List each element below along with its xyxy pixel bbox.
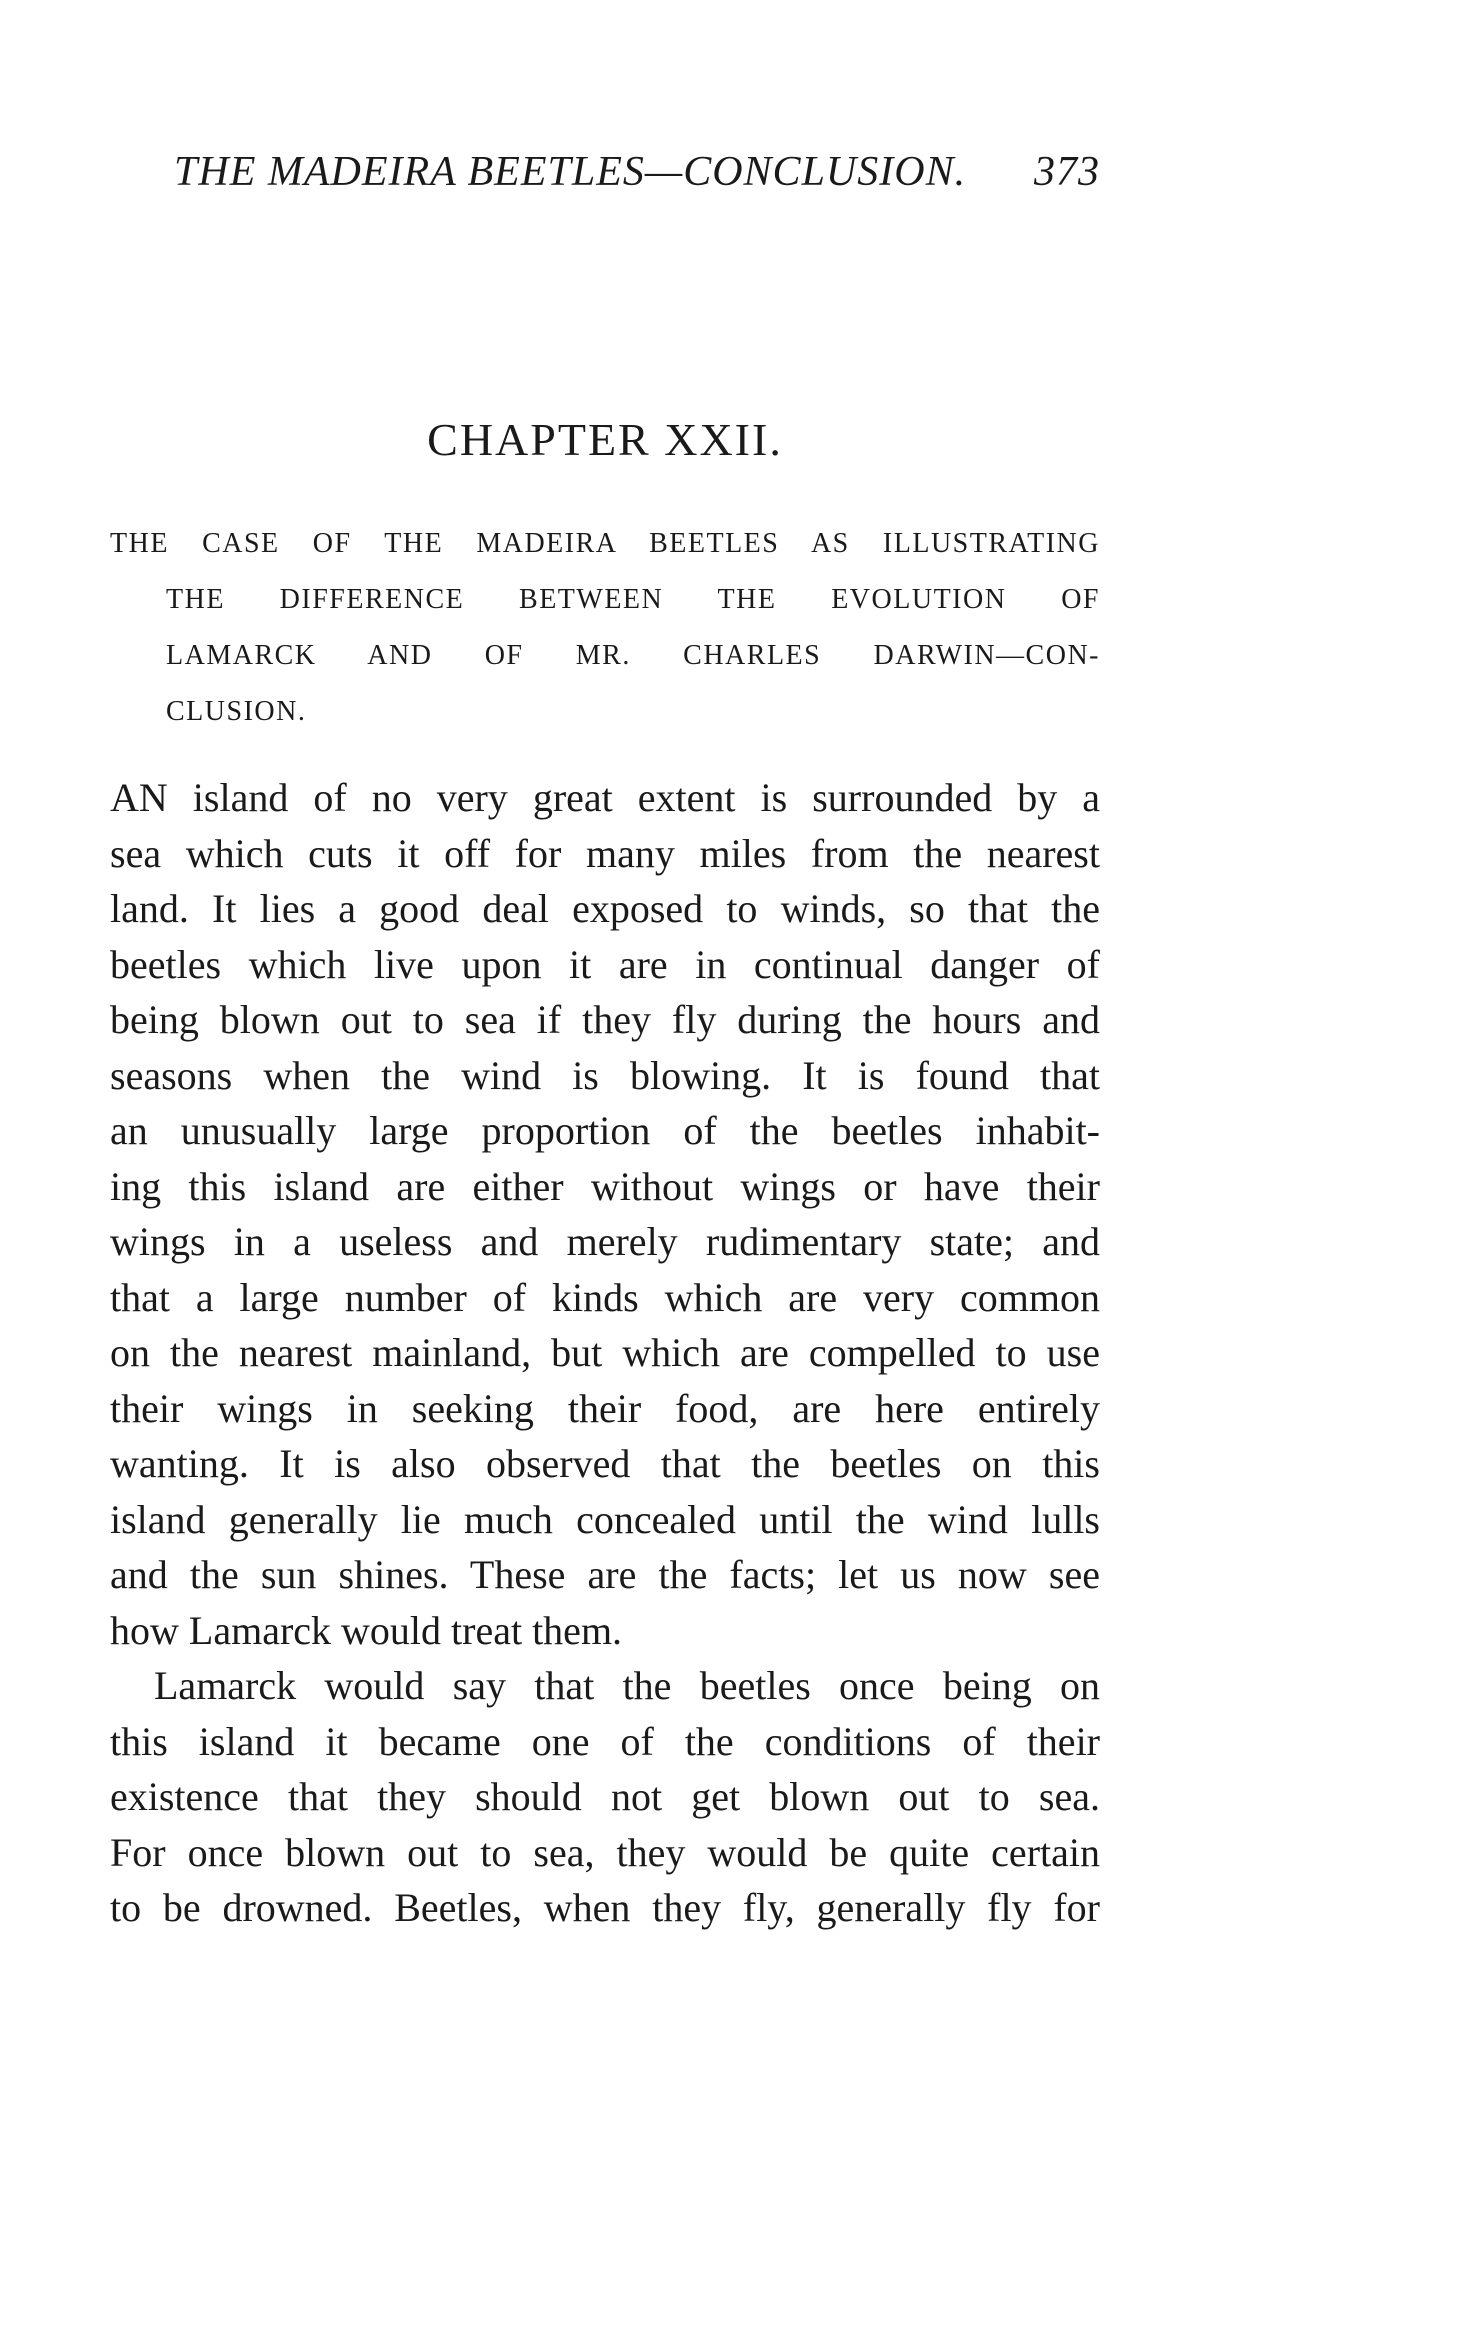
text-line: their wings in seeking their food, are here entirely [110, 1385, 1100, 1431]
text-line: and the sun shines. These are the facts; let us now see [110, 1552, 1100, 1597]
text-line: island generally lie much concealed until the wind lulls [110, 1496, 1100, 1542]
text-line: wanting. It is also observed that the beetles on this [110, 1441, 1100, 1486]
text-line: For once blown out to sea, they would be quite certain [110, 1829, 1100, 1875]
running-title: THE MADEIRA BEETLES—CONCLUSION. [174, 149, 967, 195]
text-line: sea which cuts it off for many miles from the nearest [110, 830, 1100, 876]
text-line: wings in a useless and merely rudimentary state; and [110, 1219, 1100, 1264]
chapter-subtitle-line: CLUSION. [166, 696, 307, 727]
text-line: seasons when the wind is blowing. It is found that [110, 1052, 1100, 1098]
text-line: that a large number of kinds which are very common [110, 1274, 1100, 1320]
text-line: beetles which live upon it are in continual danger of [110, 941, 1100, 987]
running-head [174, 142, 1100, 202]
text-line: Lamarck would say that the beetles once being on [154, 1663, 1100, 1708]
text-line: ing this island are either without wings or have their [110, 1163, 1100, 1209]
text-line: existence that they should not get blown out to sea. [110, 1774, 1100, 1819]
text-line: AN island of no very great extent is surrounded by a [110, 775, 1100, 820]
chapter-subtitle [110, 516, 1100, 740]
text-line: this island it became one of the conditions of their [110, 1718, 1100, 1764]
text-line: land. It lies a good deal exposed to winds, so that the [110, 886, 1100, 931]
page-number: 373 [1034, 149, 1100, 195]
paragraph-2 [110, 1658, 1100, 1936]
chapter-subtitle-line: LAMARCK AND OF MR. CHARLES DARWIN—CON- [166, 640, 1100, 671]
text-line: how Lamarck would treat them. [110, 1607, 623, 1653]
chapter-subtitle-line: THE DIFFERENCE BETWEEN THE EVOLUTION OF [166, 584, 1100, 615]
text-line: an unusually large proportion of the beetles inhabit- [110, 1108, 1100, 1153]
chapter-heading: CHAPTER XXII. [427, 414, 783, 465]
chapter-subtitle-line: THE CASE OF THE MADEIRA BEETLES AS ILLUSTRATING [110, 528, 1100, 559]
text-line: to be drowned. Beetles, when they fly, generally fly for [110, 1885, 1100, 1930]
text-line: being blown out to sea if they fly during the hours and [110, 997, 1100, 1042]
book-page [110, 0, 1100, 2338]
text-line: on the nearest mainland, but which are compelled to use [110, 1330, 1100, 1375]
paragraph-1 [110, 770, 1100, 1658]
body-text [110, 770, 1100, 1936]
